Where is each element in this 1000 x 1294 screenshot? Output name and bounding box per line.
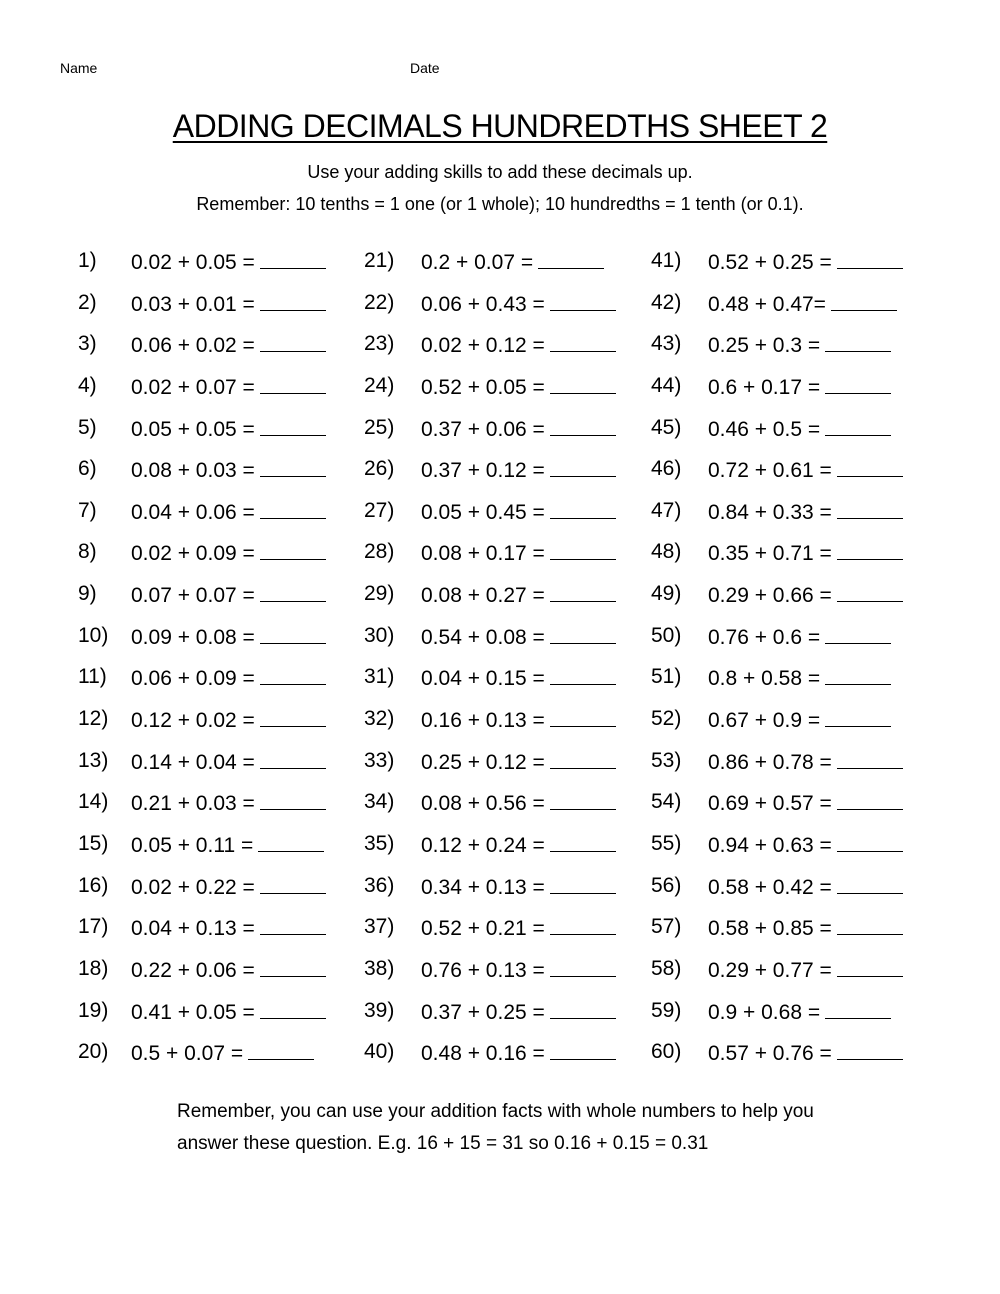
problem-expression-wrap	[708, 452, 903, 488]
problem-expression-wrap	[421, 702, 616, 738]
answer-blank[interactable]	[538, 244, 604, 269]
problem-expression-wrap	[421, 244, 604, 280]
problem-expression-wrap	[131, 535, 326, 571]
problem-expression: 0.14 + 0.04 =	[131, 750, 255, 774]
answer-blank[interactable]	[248, 1035, 314, 1060]
problem-number: 49)	[651, 582, 682, 606]
problem-expression-wrap	[131, 619, 326, 655]
problem-expression-wrap	[421, 994, 616, 1030]
problem-expression-wrap	[131, 494, 326, 530]
date-label: Date	[410, 60, 440, 76]
answer-blank[interactable]	[837, 785, 903, 810]
problem-expression: 0.08 + 0.03 =	[131, 459, 255, 483]
problem-number: 36)	[364, 873, 395, 897]
problem-expression-wrap	[131, 577, 326, 613]
footer-note	[177, 1096, 917, 1160]
problem-number: 38)	[364, 956, 395, 980]
problem-number: 59)	[651, 998, 682, 1022]
problem-number: 13)	[78, 748, 109, 772]
problem-number: 50)	[651, 623, 682, 647]
problem-expression-wrap	[131, 994, 326, 1030]
instruction-line-2: Remember: 10 tenths = 1 one (or 1 whole); 10 hundredths = 1 tenth (or 0.1).	[196, 194, 804, 214]
answer-blank[interactable]	[837, 744, 903, 769]
problem-number: 26)	[364, 457, 395, 481]
problem-number: 30)	[364, 623, 395, 647]
answer-blank[interactable]	[825, 660, 891, 685]
problem-number: 39)	[364, 998, 395, 1022]
problem-expression: 0.08 + 0.17 =	[421, 542, 545, 566]
answer-blank[interactable]	[258, 827, 324, 852]
problem-expression: 0.52 + 0.25 =	[708, 251, 832, 274]
problem-expression: 0.12 + 0.02 =	[131, 709, 255, 733]
answer-blank[interactable]	[825, 619, 891, 644]
answer-blank[interactable]	[550, 660, 616, 685]
answer-blank[interactable]	[260, 244, 326, 269]
problem-expression-wrap	[708, 1035, 903, 1071]
problem-expression-wrap	[708, 244, 903, 280]
problem-number: 54)	[651, 790, 682, 814]
worksheet-title	[0, 106, 1000, 146]
answer-blank[interactable]	[831, 286, 897, 311]
problem-expression-wrap	[131, 660, 326, 696]
problem-expression: 0.02 + 0.12 =	[421, 334, 545, 358]
answer-blank[interactable]	[260, 910, 326, 935]
problem-number: 12)	[78, 707, 109, 731]
problem-expression-wrap	[131, 369, 326, 405]
problem-expression-wrap	[131, 910, 326, 946]
problem-expression: 0.35 + 0.71 =	[708, 542, 832, 566]
problem-expression: 0.48 + 0.16 =	[421, 1042, 545, 1066]
problem-expression-wrap	[131, 827, 324, 863]
problem-number: 41)	[651, 249, 682, 272]
problem-number: 17)	[78, 915, 109, 939]
worksheet-title-text: ADDING DECIMALS HUNDREDTHS SHEET 2	[172, 108, 828, 144]
problem-number: 52)	[651, 707, 682, 731]
problem-expression: 0.37 + 0.12 =	[421, 459, 545, 483]
problem-expression-wrap	[421, 452, 616, 488]
answer-blank[interactable]	[550, 452, 616, 477]
problem-expression: 0.07 + 0.07 =	[131, 584, 255, 608]
problem-expression: 0.6 + 0.17 =	[708, 375, 821, 399]
problem-expression: 0.8 + 0.58 =	[708, 667, 821, 691]
problem-number: 46)	[651, 457, 682, 481]
problem-number: 3)	[78, 332, 97, 356]
problem-expression: 0.37 + 0.25 =	[421, 1000, 545, 1024]
problem-expression: 0.67 + 0.9 =	[708, 709, 821, 733]
answer-blank[interactable]	[837, 952, 903, 977]
problem-expression: 0.54 + 0.08 =	[421, 625, 545, 649]
problem-expression: 0.2 + 0.07 =	[421, 251, 534, 274]
problem-expression-wrap	[131, 1035, 314, 1071]
answer-blank[interactable]	[550, 619, 616, 644]
problem-expression-wrap	[708, 494, 903, 530]
problem-expression: 0.05 + 0.45 =	[421, 500, 545, 524]
problem-number: 6)	[78, 457, 97, 481]
problem-number: 1)	[78, 249, 97, 272]
problem-expression: 0.46 + 0.5 =	[708, 417, 821, 441]
problem-expression-wrap	[708, 910, 903, 946]
problem-expression-wrap	[421, 827, 616, 863]
problem-expression: 0.84 + 0.33 =	[708, 500, 832, 524]
problem-expression: 0.08 + 0.27 =	[421, 584, 545, 608]
problem-number: 16)	[78, 873, 109, 897]
problem-expression: 0.08 + 0.56 =	[421, 792, 545, 816]
problem-expression: 0.21 + 0.03 =	[131, 792, 255, 816]
problem-number: 29)	[364, 582, 395, 606]
problem-number: 57)	[651, 915, 682, 939]
problem-number: 8)	[78, 540, 97, 564]
footer-line-1: Remember, you can use your addition facts with whole numbers to help you	[177, 1101, 814, 1122]
answer-blank[interactable]	[825, 994, 891, 1019]
problem-expression-wrap	[708, 619, 891, 655]
answer-blank[interactable]	[837, 244, 903, 269]
answer-blank[interactable]	[260, 286, 326, 311]
problem-number: 31)	[364, 665, 395, 689]
problem-number: 24)	[364, 373, 395, 397]
problem-expression: 0.29 + 0.66 =	[708, 584, 832, 608]
problem-expression-wrap	[131, 785, 326, 821]
problem-expression-wrap	[421, 327, 616, 363]
answer-blank[interactable]	[837, 827, 903, 852]
problem-expression-wrap	[131, 744, 326, 780]
problem-number: 56)	[651, 873, 682, 897]
answer-blank[interactable]	[837, 535, 903, 560]
problem-expression-wrap	[421, 952, 616, 988]
problem-expression: 0.06 + 0.09 =	[131, 667, 255, 691]
problem-number: 28)	[364, 540, 395, 564]
problem-expression: 0.29 + 0.77 =	[708, 958, 832, 982]
answer-blank[interactable]	[550, 994, 616, 1019]
problem-expression: 0.04 + 0.06 =	[131, 500, 255, 524]
instruction-line-1: Use your adding skills to add these decimals up.	[307, 162, 693, 182]
problem-number: 5)	[78, 415, 97, 439]
problem-expression: 0.22 + 0.06 =	[131, 958, 255, 982]
problem-expression: 0.09 + 0.08 =	[131, 625, 255, 649]
problem-expression: 0.5 + 0.07 =	[131, 1042, 244, 1066]
problem-number: 32)	[364, 707, 395, 731]
answer-blank[interactable]	[837, 494, 903, 519]
problem-expression-wrap	[421, 494, 616, 530]
problem-expression-wrap	[708, 286, 897, 322]
problem-expression: 0.41 + 0.05 =	[131, 1000, 255, 1024]
problem-expression: 0.57 + 0.76 =	[708, 1042, 832, 1066]
problem-expression: 0.25 + 0.12 =	[421, 750, 545, 774]
problem-expression-wrap	[421, 619, 616, 655]
problem-expression: 0.02 + 0.05 =	[131, 251, 255, 274]
answer-blank[interactable]	[550, 869, 616, 894]
problem-expression: 0.72 + 0.61 =	[708, 459, 832, 483]
problem-expression: 0.9 + 0.68 =	[708, 1000, 821, 1024]
answer-blank[interactable]	[550, 785, 616, 810]
problem-number: 51)	[651, 665, 682, 689]
problem-expression: 0.05 + 0.05 =	[131, 417, 255, 441]
problem-expression: 0.16 + 0.13 =	[421, 709, 545, 733]
problem-expression: 0.34 + 0.13 =	[421, 875, 545, 899]
answer-blank[interactable]	[260, 369, 326, 394]
answer-blank[interactable]	[550, 952, 616, 977]
problem-number: 21)	[364, 249, 395, 272]
answer-blank[interactable]	[260, 744, 326, 769]
problem-expression-wrap	[131, 286, 326, 322]
problem-number: 7)	[78, 498, 97, 522]
footer-line-2: answer these question. E.g. 16 + 15 = 31 so 0.16 + 0.15 = 0.31	[177, 1133, 709, 1154]
answer-blank[interactable]	[837, 577, 903, 602]
problem-expression-wrap	[421, 577, 616, 613]
problem-expression-wrap	[421, 1035, 616, 1071]
answer-blank[interactable]	[550, 827, 616, 852]
problem-expression-wrap	[421, 910, 616, 946]
problem-number: 11)	[78, 665, 107, 689]
problem-number: 25)	[364, 415, 395, 439]
answer-blank[interactable]	[550, 411, 616, 436]
problem-expression: 0.02 + 0.07 =	[131, 375, 255, 399]
problem-expression-wrap	[421, 286, 616, 322]
problem-expression-wrap	[708, 744, 903, 780]
answer-blank[interactable]	[260, 660, 326, 685]
problem-expression-wrap	[708, 577, 903, 613]
problem-expression-wrap	[131, 411, 326, 447]
answer-blank[interactable]	[260, 952, 326, 977]
answer-blank[interactable]	[260, 577, 326, 602]
problem-expression-wrap	[708, 702, 891, 738]
problem-expression: 0.76 + 0.6 =	[708, 625, 821, 649]
problem-expression: 0.04 + 0.13 =	[131, 917, 255, 941]
answer-blank[interactable]	[260, 702, 326, 727]
answer-blank[interactable]	[260, 619, 326, 644]
problem-number: 44)	[651, 373, 682, 397]
problem-number: 33)	[364, 748, 395, 772]
problem-expression-wrap	[131, 952, 326, 988]
answer-blank[interactable]	[260, 785, 326, 810]
problem-expression-wrap	[708, 660, 891, 696]
problem-expression: 0.06 + 0.02 =	[131, 334, 255, 358]
answer-blank[interactable]	[550, 369, 616, 394]
problem-expression: 0.48 + 0.47=	[708, 292, 826, 316]
problem-expression-wrap	[708, 535, 903, 571]
problem-number: 55)	[651, 831, 682, 855]
problem-expression: 0.52 + 0.05 =	[421, 375, 545, 399]
problem-number: 9)	[78, 582, 97, 606]
answer-blank[interactable]	[825, 702, 891, 727]
problem-expression-wrap	[708, 369, 891, 405]
problem-expression: 0.02 + 0.09 =	[131, 542, 255, 566]
problem-number: 23)	[364, 332, 395, 356]
name-label: Name	[60, 60, 98, 76]
answer-blank[interactable]	[825, 327, 891, 352]
answer-blank[interactable]	[550, 286, 616, 311]
problem-number: 10)	[78, 623, 109, 647]
answer-blank[interactable]	[550, 702, 616, 727]
problem-number: 14)	[78, 790, 109, 814]
problem-number: 42)	[651, 290, 682, 314]
problem-number: 48)	[651, 540, 682, 564]
problem-expression: 0.12 + 0.24 =	[421, 833, 545, 857]
answer-blank[interactable]	[550, 910, 616, 935]
problem-expression: 0.86 + 0.78 =	[708, 750, 832, 774]
problem-number: 18)	[78, 956, 109, 980]
problem-expression: 0.37 + 0.06 =	[421, 417, 545, 441]
problem-expression: 0.02 + 0.22 =	[131, 875, 255, 899]
problem-expression-wrap	[421, 369, 616, 405]
header-labels	[0, 60, 1000, 80]
problem-number: 34)	[364, 790, 395, 814]
problem-expression: 0.76 + 0.13 =	[421, 958, 545, 982]
answer-blank[interactable]	[550, 577, 616, 602]
problem-number: 37)	[364, 915, 395, 939]
answer-blank[interactable]	[260, 869, 326, 894]
answer-blank[interactable]	[260, 994, 326, 1019]
problem-expression: 0.25 + 0.3 =	[708, 334, 821, 358]
problem-expression-wrap	[131, 869, 326, 905]
problem-expression: 0.06 + 0.43 =	[421, 292, 545, 316]
problem-number: 58)	[651, 956, 682, 980]
problem-expression-wrap	[131, 702, 326, 738]
problem-number: 22)	[364, 290, 395, 314]
answer-blank[interactable]	[837, 869, 903, 894]
problem-expression-wrap	[708, 327, 891, 363]
problem-number: 45)	[651, 415, 682, 439]
answer-blank[interactable]	[837, 1035, 903, 1060]
answer-blank[interactable]	[550, 535, 616, 560]
problem-number: 19)	[78, 998, 109, 1022]
problem-number: 53)	[651, 748, 682, 772]
answer-blank[interactable]	[260, 452, 326, 477]
problem-expression: 0.05 + 0.11 =	[131, 833, 254, 857]
problem-expression-wrap	[708, 869, 903, 905]
answer-blank[interactable]	[825, 411, 891, 436]
problem-number: 40)	[364, 1040, 395, 1064]
problem-number: 43)	[651, 332, 682, 356]
problem-expression: 0.69 + 0.57 =	[708, 792, 832, 816]
problem-expression: 0.04 + 0.15 =	[421, 667, 545, 691]
problem-expression: 0.52 + 0.21 =	[421, 917, 545, 941]
problem-expression-wrap	[708, 952, 903, 988]
answer-blank[interactable]	[550, 327, 616, 352]
answer-blank[interactable]	[260, 327, 326, 352]
problem-number: 20)	[78, 1040, 109, 1064]
answer-blank[interactable]	[550, 494, 616, 519]
answer-blank[interactable]	[825, 369, 891, 394]
answer-blank[interactable]	[260, 535, 326, 560]
problem-expression-wrap	[708, 785, 903, 821]
problem-number: 15)	[78, 831, 109, 855]
answer-blank[interactable]	[550, 1035, 616, 1060]
problem-number: 27)	[364, 498, 395, 522]
answer-blank[interactable]	[260, 494, 326, 519]
answer-blank[interactable]	[550, 744, 616, 769]
problem-number: 47)	[651, 498, 682, 522]
problem-expression-wrap	[421, 535, 616, 571]
problem-expression-wrap	[421, 660, 616, 696]
answer-blank[interactable]	[260, 411, 326, 436]
problem-expression: 0.58 + 0.85 =	[708, 917, 832, 941]
problem-expression-wrap	[421, 744, 616, 780]
problem-expression: 0.58 + 0.42 =	[708, 875, 832, 899]
problem-expression: 0.03 + 0.01 =	[131, 292, 255, 316]
answer-blank[interactable]	[837, 910, 903, 935]
problem-expression-wrap	[131, 452, 326, 488]
problem-number: 4)	[78, 373, 97, 397]
problem-expression-wrap	[708, 411, 891, 447]
problem-expression-wrap	[131, 244, 326, 280]
problem-expression-wrap	[131, 327, 326, 363]
problem-expression: 0.94 + 0.63 =	[708, 833, 832, 857]
problem-expression-wrap	[421, 411, 616, 447]
problem-expression-wrap	[421, 869, 616, 905]
problem-number: 60)	[651, 1040, 682, 1064]
problem-number: 35)	[364, 831, 395, 855]
problem-expression-wrap	[421, 785, 616, 821]
problem-expression-wrap	[708, 827, 903, 863]
problem-number: 2)	[78, 290, 97, 314]
problem-expression-wrap	[708, 994, 891, 1030]
answer-blank[interactable]	[837, 452, 903, 477]
